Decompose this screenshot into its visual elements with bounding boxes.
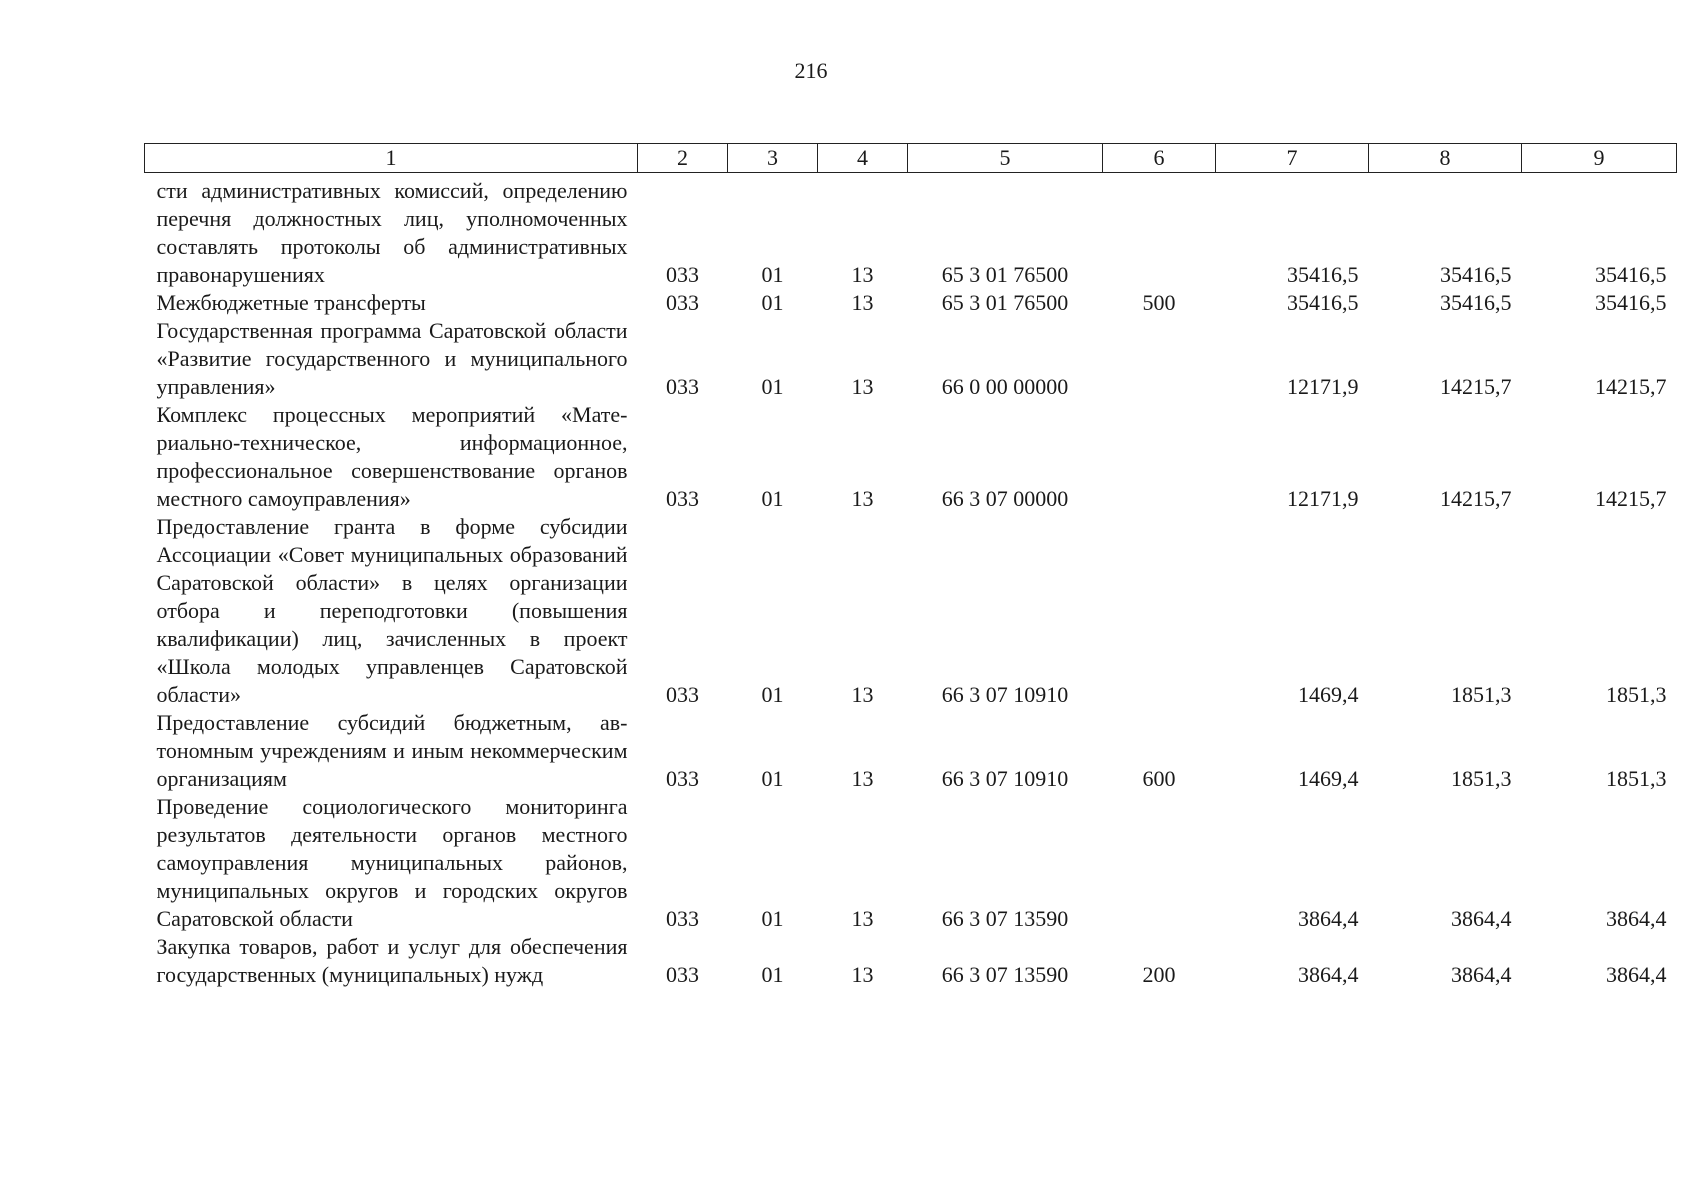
table-row xyxy=(145,709,1677,793)
table-row xyxy=(145,173,1677,290)
subsection-code: 13 xyxy=(851,262,874,287)
table-row xyxy=(145,933,1677,989)
section-code: 01 xyxy=(761,766,784,791)
table-header xyxy=(145,144,1677,173)
column-header-6: 6 xyxy=(1103,144,1216,173)
subsection-code: 13 xyxy=(851,766,874,791)
row-name: Комплекс процессных мероприятий «Материально-техническое, информационное, профессиональное совершенствование органов местного самоуправления» xyxy=(156,402,628,511)
ministry-code: 033 xyxy=(666,262,699,287)
page-number: 216 xyxy=(794,58,828,83)
amount-col7: 3864,4 xyxy=(1298,906,1359,931)
section-code: 01 xyxy=(761,486,784,511)
section-code: 01 xyxy=(761,290,784,315)
column-header-1: 1 xyxy=(145,144,638,173)
target-article: 65 3 01 76500 xyxy=(941,290,1069,315)
target-article: 66 3 07 13590 xyxy=(941,962,1069,987)
amount-col9: 1851,3 xyxy=(1606,766,1667,791)
amount-col8: 3864,4 xyxy=(1451,906,1512,931)
budget-table xyxy=(144,143,1677,989)
table-row xyxy=(145,317,1677,401)
amount-col8: 1851,3 xyxy=(1451,682,1512,707)
ministry-code: 033 xyxy=(666,486,699,511)
table-row xyxy=(145,401,1677,513)
amount-col7: 12171,9 xyxy=(1287,486,1359,511)
expense-type: 500 xyxy=(1142,290,1176,315)
row-name: Предоставление субсидий бюджетным, автономным учреждениям и иным некоммерческим организациям xyxy=(156,710,628,791)
subsection-code: 13 xyxy=(851,682,874,707)
expense-type: 600 xyxy=(1142,766,1176,791)
target-article: 66 3 07 10910 xyxy=(941,766,1069,791)
amount-col7: 35416,5 xyxy=(1287,262,1359,287)
amount-col8: 35416,5 xyxy=(1440,262,1512,287)
subsection-code: 13 xyxy=(851,290,874,315)
ministry-code: 033 xyxy=(666,682,699,707)
ministry-code: 033 xyxy=(666,290,699,315)
amount-col8: 1851,3 xyxy=(1451,766,1512,791)
ministry-code: 033 xyxy=(666,766,699,791)
subsection-code: 13 xyxy=(851,374,874,399)
column-header-2: 2 xyxy=(638,144,728,173)
amount-col9: 3864,4 xyxy=(1606,906,1667,931)
column-header-7: 7 xyxy=(1216,144,1369,173)
amount-col8: 14215,7 xyxy=(1440,374,1512,399)
ministry-code: 033 xyxy=(666,962,699,987)
amount-col7: 1469,4 xyxy=(1298,682,1359,707)
amount-col9: 14215,7 xyxy=(1595,486,1667,511)
table-body xyxy=(145,173,1677,990)
row-name: сти административных комиссий, определению перечня должностных лиц, уполномоченных составлять протоколы об административных правонарушениях xyxy=(156,178,628,287)
amount-col9: 1851,3 xyxy=(1606,682,1667,707)
amount-col9: 35416,5 xyxy=(1595,290,1667,315)
row-name: Государственная программа Саратовской области «Развитие государственного и муниципального управления» xyxy=(156,318,628,399)
row-name: Предоставление гранта в форме субсидии Ассоциации «Совет муниципальных образований Саратовской области» в целях организации отбора и переподготовки (повышения квалификации) лиц, зачисленных в проект «Школа молодых управленцев Саратовской области» xyxy=(156,514,628,707)
column-header-8: 8 xyxy=(1369,144,1522,173)
section-code: 01 xyxy=(761,262,784,287)
amount-col9: 14215,7 xyxy=(1595,374,1667,399)
column-header-3: 3 xyxy=(728,144,818,173)
expense-type xyxy=(1103,317,1216,401)
column-header-4: 4 xyxy=(818,144,908,173)
section-code: 01 xyxy=(761,374,784,399)
section-code: 01 xyxy=(761,906,784,931)
target-article: 65 3 01 76500 xyxy=(941,262,1069,287)
column-header-5: 5 xyxy=(908,144,1103,173)
target-article: 66 3 07 13590 xyxy=(941,906,1069,931)
subsection-code: 13 xyxy=(851,906,874,931)
amount-col8: 35416,5 xyxy=(1440,290,1512,315)
header-row xyxy=(145,144,1677,173)
section-code: 01 xyxy=(761,682,784,707)
row-name: Межбюджетные трансферты xyxy=(156,290,426,315)
amount-col7: 35416,5 xyxy=(1287,290,1359,315)
expense-type xyxy=(1103,793,1216,933)
section-code: 01 xyxy=(761,962,784,987)
amount-col9: 35416,5 xyxy=(1595,262,1667,287)
column-header-9: 9 xyxy=(1522,144,1677,173)
target-article: 66 3 07 10910 xyxy=(941,682,1069,707)
ministry-code: 033 xyxy=(666,906,699,931)
amount-col7: 12171,9 xyxy=(1287,374,1359,399)
target-article: 66 3 07 00000 xyxy=(941,486,1069,511)
row-name: Проведение социологического мониторинга результатов деятельности органов местного самоуправления муниципальных районов, муниципальных округов и городских округов Саратовской области xyxy=(156,794,628,931)
ministry-code: 033 xyxy=(666,374,699,399)
subsection-code: 13 xyxy=(851,486,874,511)
table-row xyxy=(145,513,1677,709)
amount-col7: 3864,4 xyxy=(1298,962,1359,987)
target-article: 66 0 00 00000 xyxy=(941,374,1069,399)
table-row xyxy=(145,793,1677,933)
expense-type xyxy=(1103,513,1216,709)
amount-col8: 3864,4 xyxy=(1451,962,1512,987)
table-row xyxy=(145,289,1677,317)
expense-type: 200 xyxy=(1142,962,1176,987)
expense-type xyxy=(1103,401,1216,513)
row-name: Закупка товаров, работ и услуг для обеспечения государственных (муниципальных) нужд xyxy=(156,934,628,987)
expense-type xyxy=(1103,173,1216,290)
amount-col9: 3864,4 xyxy=(1606,962,1667,987)
amount-col7: 1469,4 xyxy=(1298,766,1359,791)
subsection-code: 13 xyxy=(851,962,874,987)
amount-col8: 14215,7 xyxy=(1440,486,1512,511)
